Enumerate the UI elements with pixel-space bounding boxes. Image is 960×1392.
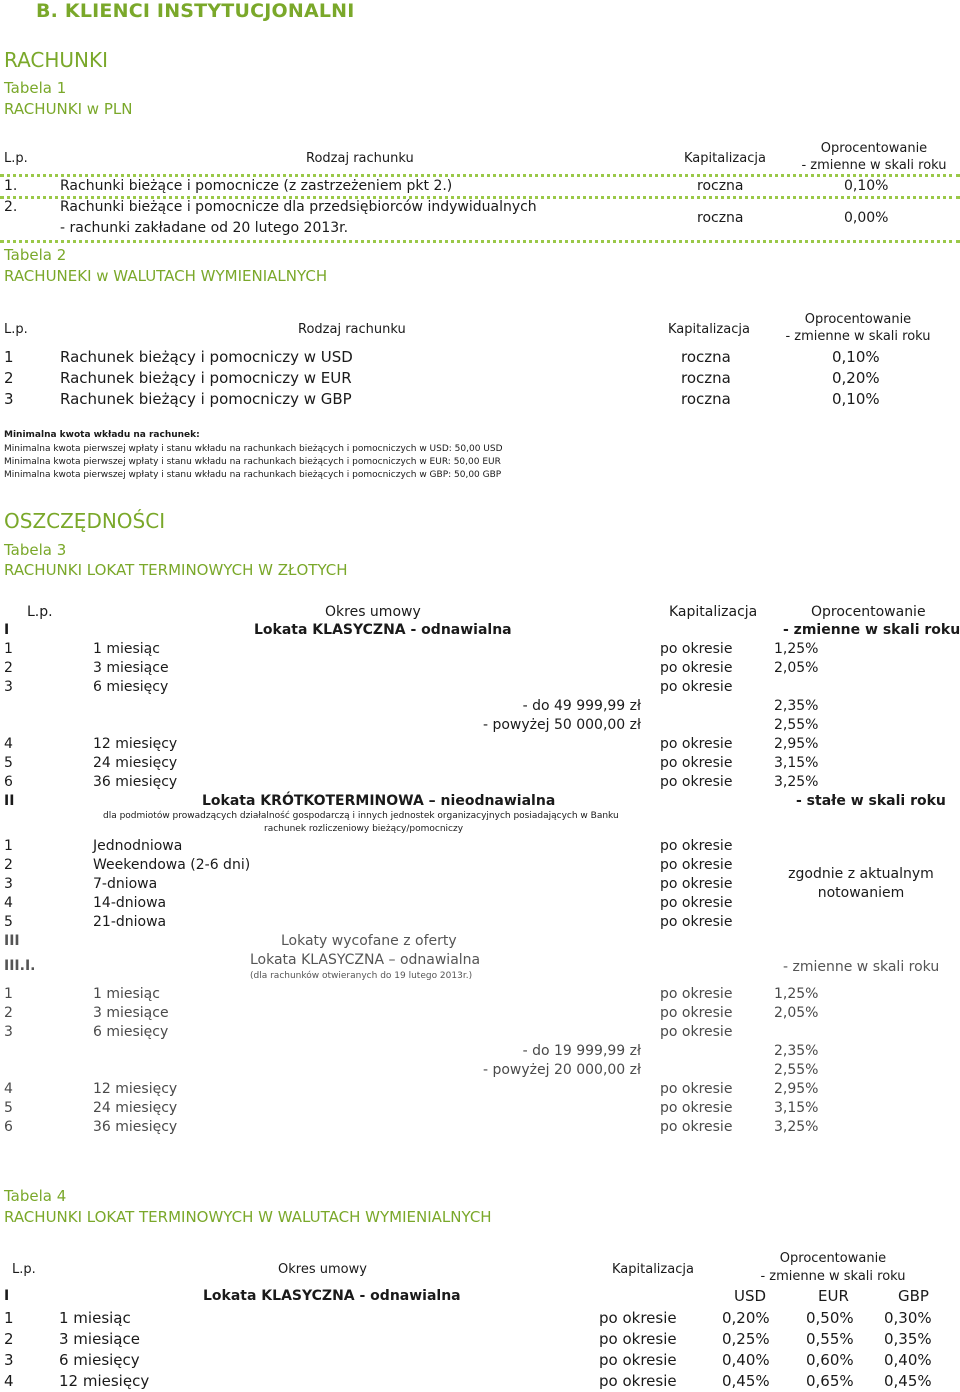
t3-sub-rate: 2,55% [774,717,819,733]
t3-row-kap: po okresie [660,914,733,930]
t4-row-gbp: 0,35% [884,1330,932,1348]
t4-row-lp: 2 [4,1330,14,1348]
t2-header-opr-note: - zmienne w skali roku [785,329,931,344]
t3-sec2-note: rachunek rozliczeniowy bieżący/pomocniczy [264,824,464,834]
t3-row-kap: po okresie [660,1081,733,1097]
t2-row-name: Rachunek bieżący i pomocniczy w EUR [60,369,352,387]
t3-row-name: 1 miesiąc [93,986,160,1002]
t4-row-gbp: 0,40% [884,1351,932,1369]
t2-header-rodzaj: Rodzaj rachunku [298,322,406,337]
t3-row-kap: po okresie [660,679,733,695]
t3-row-kap: po okresie [660,755,733,771]
t3-row-lp: 4 [4,895,13,911]
t4-row-kap: po okresie [599,1372,677,1390]
t3-row-kap: po okresie [660,986,733,1002]
t3-row-rate: 3,25% [774,1119,819,1135]
min-deposit-line: Minimalna kwota pierwszej wpłaty i stanu wkładu na rachunkach bieżących i pomocniczych w USD: 50,00 USD [4,444,503,454]
t3-row-rate: 3,15% [774,755,819,771]
t4-sec-title: Lokata KLASYCZNA - odnawialna [203,1288,461,1304]
t3-row-lp: 3 [4,876,13,892]
t3-sec3-title: Lokaty wycofane z oferty [281,933,457,949]
t3-row-name: 36 miesięcy [93,1119,178,1135]
t3-sec2-note: dla podmiotów prowadzących działalność gospodarczą i innych jednostek organizacyjnych posiadających w Banku [103,811,619,821]
t3-row-rate: 2,05% [774,1005,819,1021]
t3-row-name: 6 miesięcy [93,679,169,695]
t4-row-kap: po okresie [599,1309,677,1327]
t3-row-lp: 5 [4,755,13,771]
t4-row-kap: po okresie [599,1351,677,1369]
t2-row-name: Rachunek bieżący i pomocniczy w GBP [60,390,352,408]
t3-sec2-num: II [4,793,15,809]
t3-row-kap: po okresie [660,1005,733,1021]
t4-header-kap: Kapitalizacja [612,1262,694,1277]
t3-sec31-note: (dla rachunków otwieranych do 19 lutego 2013r.) [250,971,473,981]
rachunki-heading: RACHUNKI [4,48,109,72]
t4-row-eur: 0,60% [806,1351,854,1369]
t4-sec-num: I [4,1288,10,1304]
t3-sub-rate: 2,35% [774,1043,819,1059]
divider [0,240,960,243]
t3-row-rate: 2,95% [774,736,819,752]
t2-header-lp: L.p. [4,322,28,337]
t3-row-kap: po okresie [660,895,733,911]
t3-header-okres: Okres umowy [325,604,421,620]
t3-row-name: 14-dniowa [93,895,167,911]
t3-row-kap: po okresie [660,1024,733,1040]
t4-header-okres: Okres umowy [278,1262,367,1277]
t2-row-lp: 2 [4,369,14,387]
min-deposit-line: Minimalna kwota pierwszej wpłaty i stanu wkładu na rachunkach bieżących i pomocniczych w EUR: 50,00 EUR [4,457,501,467]
t1-row-rate: 0,10% [844,178,889,194]
t3-row-lp: 1 [4,838,13,854]
table1-label: Tabela 1 [4,79,67,97]
t3-header-opr: Oprocentowanie [811,604,926,620]
t3-row-name: 6 miesięcy [93,1024,169,1040]
t3-row-lp: 3 [4,1024,13,1040]
table2-label: Tabela 2 [4,246,67,264]
t1-row-name: Rachunki bieżące i pomocnicze dla przedsiębiorców indywidualnych [60,199,537,215]
t3-row-lp: 2 [4,1005,13,1021]
t3-row-name: 36 miesięcy [93,774,178,790]
t3-sub-label: - do 49 999,99 zł [522,698,641,714]
t3-row-name: 7-dniowa [93,876,158,892]
t3-sec1-num: I [4,622,10,638]
t3-row-name: 1 miesiąc [93,641,160,657]
t3-row-kap: po okresie [660,1100,733,1116]
t3-row-lp: 1 [4,641,13,657]
t3-row-lp: 1 [4,986,13,1002]
min-deposit-title: Minimalna kwota wkładu na rachunek: [4,430,200,440]
t1-row-kap: roczna [697,210,744,226]
t3-row-name: 24 miesięcy [93,1100,178,1116]
t4-header-lp: L.p. [12,1262,36,1277]
t1-header-kap: Kapitalizacja [684,151,766,166]
t1-row-rate: 0,00% [844,210,889,226]
t2-row-lp: 1 [4,348,14,366]
t1-row-name-note: - rachunki zakładane od 20 lutego 2013r. [60,220,349,236]
t2-row-rate: 0,20% [832,369,880,387]
t3-header-kap: Kapitalizacja [669,604,758,620]
t4-row-gbp: 0,45% [884,1372,932,1390]
t2-row-kap: roczna [681,390,731,408]
table4-subtitle: RACHUNKI LOKAT TERMINOWYCH W WALUTACH WYMIENIALNYCH [4,1208,492,1226]
t3-row-lp: 5 [4,1100,13,1116]
t2-row-kap: roczna [681,348,731,366]
t1-header-rodzaj: Rodzaj rachunku [306,151,414,166]
t3-row-lp: 4 [4,736,13,752]
t4-row-eur: 0,55% [806,1330,854,1348]
t4-header-opr: Oprocentowanie [779,1251,887,1266]
t2-row-kap: roczna [681,369,731,387]
t4-col-eur: EUR [818,1287,849,1305]
t4-row-name: 1 miesiąc [59,1309,131,1327]
t3-sec2-rate: notowaniem [817,885,905,901]
t3-row-lp: 6 [4,774,13,790]
t3-row-kap: po okresie [660,857,733,873]
t1-header-opr-note: - zmienne w skali roku [801,158,947,173]
t3-sub-rate: 2,55% [774,1062,819,1078]
t3-sub-label: - powyżej 20 000,00 zł [482,1062,641,1078]
section-title: B. KLIENCI INSTYTUCJONALNI [36,0,355,22]
t2-row-rate: 0,10% [832,348,880,366]
t2-row-lp: 3 [4,390,14,408]
t4-row-eur: 0,50% [806,1309,854,1327]
t4-row-name: 6 miesięcy [59,1351,140,1369]
t3-sub-rate: 2,35% [774,698,819,714]
t3-sub-label: - do 19 999,99 zł [522,1043,641,1059]
t3-row-kap: po okresie [660,736,733,752]
t3-row-lp: 5 [4,914,13,930]
oszczednosci-heading: OSZCZĘDNOŚCI [4,509,166,533]
t3-row-rate: 2,05% [774,660,819,676]
t1-header-lp: L.p. [4,151,28,166]
divider [0,174,960,177]
t4-col-usd: USD [734,1287,767,1305]
t4-row-lp: 1 [4,1309,14,1327]
t4-row-name: 12 miesięcy [59,1372,150,1390]
t2-row-name: Rachunek bieżący i pomocniczy w USD [60,348,353,366]
t3-row-kap: po okresie [660,641,733,657]
t3-row-rate: 2,95% [774,1081,819,1097]
t4-row-lp: 3 [4,1351,14,1369]
t1-header-opr: Oprocentowanie [820,141,928,156]
t3-row-name: Weekendowa (2-6 dni) [93,857,251,873]
t3-row-rate: 1,25% [774,986,819,1002]
t3-row-kap: po okresie [660,838,733,854]
table3-label: Tabela 3 [4,541,67,559]
t3-row-kap: po okresie [660,876,733,892]
t3-row-name: Jednodniowa [93,838,183,854]
t2-header-kap: Kapitalizacja [668,322,750,337]
t2-header-opr: Oprocentowanie [804,312,912,327]
t4-row-usd: 0,45% [722,1372,770,1390]
t4-row-lp: 4 [4,1372,14,1390]
t3-row-lp: 4 [4,1081,13,1097]
t4-row-gbp: 0,30% [884,1309,932,1327]
t3-row-name: 3 miesiące [93,1005,169,1021]
table3-subtitle: RACHUNKI LOKAT TERMINOWYCH W ZŁOTYCH [4,561,348,579]
t1-row-lp: 1. [4,178,18,194]
t4-row-name: 3 miesiące [59,1330,140,1348]
t4-col-gbp: GBP [898,1287,929,1305]
t3-sec2-title: Lokata KRÓTKOTERMINOWA – nieodnawialna [202,793,556,809]
t2-row-rate: 0,10% [832,390,880,408]
t3-header-lp: L.p. [27,604,53,620]
t3-row-rate: 1,25% [774,641,819,657]
t3-row-name: 21-dniowa [93,914,167,930]
t1-row-lp: 2. [4,199,18,215]
t3-sec2-rate-note: - stałe w skali roku [796,793,946,809]
t3-row-kap: po okresie [660,1119,733,1135]
t3-row-name: 24 miesięcy [93,755,178,771]
t3-sec31-title: Lokata KLASYCZNA – odnawialna [250,952,481,968]
t3-row-rate: 3,15% [774,1100,819,1116]
t4-row-usd: 0,20% [722,1309,770,1327]
t3-row-lp: 6 [4,1119,13,1135]
t3-row-lp: 2 [4,857,13,873]
t3-sec31-num: III.I. [4,958,36,974]
t3-row-kap: po okresie [660,660,733,676]
t3-sub-label: - powyżej 50 000,00 zł [482,717,641,733]
table4-label: Tabela 4 [4,1187,67,1205]
min-deposit-line: Minimalna kwota pierwszej wpłaty i stanu wkładu na rachunkach bieżących i pomocniczych w GBP: 50,00 GBP [4,470,502,480]
t3-row-name: 12 miesięcy [93,736,178,752]
table1-subtitle: RACHUNKI w PLN [4,100,133,118]
t4-row-kap: po okresie [599,1330,677,1348]
t4-row-usd: 0,40% [722,1351,770,1369]
t3-row-rate: 3,25% [774,774,819,790]
t4-header-opr-note: - zmienne w skali roku [760,1269,906,1284]
t4-row-eur: 0,65% [806,1372,854,1390]
t4-row-usd: 0,25% [722,1330,770,1348]
t3-sec3-num: III [4,933,20,949]
t3-sec1-title: Lokata KLASYCZNA - odnawialna [254,622,512,638]
table2-subtitle: RACHUNEKI w WALUTACH WYMIENIALNYCH [4,267,328,285]
t3-row-name: 3 miesiące [93,660,169,676]
t3-row-kap: po okresie [660,774,733,790]
t3-row-lp: 2 [4,660,13,676]
t1-row-kap: roczna [697,178,744,194]
t3-sec2-rate: zgodnie z aktualnym [788,866,934,882]
t3-sec1-rate-note: - zmienne w skali roku [783,622,960,638]
t1-row-name: Rachunki bieżące i pomocnicze (z zastrzeżeniem pkt 2.) [60,178,453,194]
t3-row-lp: 3 [4,679,13,695]
t3-row-name: 12 miesięcy [93,1081,178,1097]
t3-sec31-rate-note: - zmienne w skali roku [783,959,940,975]
